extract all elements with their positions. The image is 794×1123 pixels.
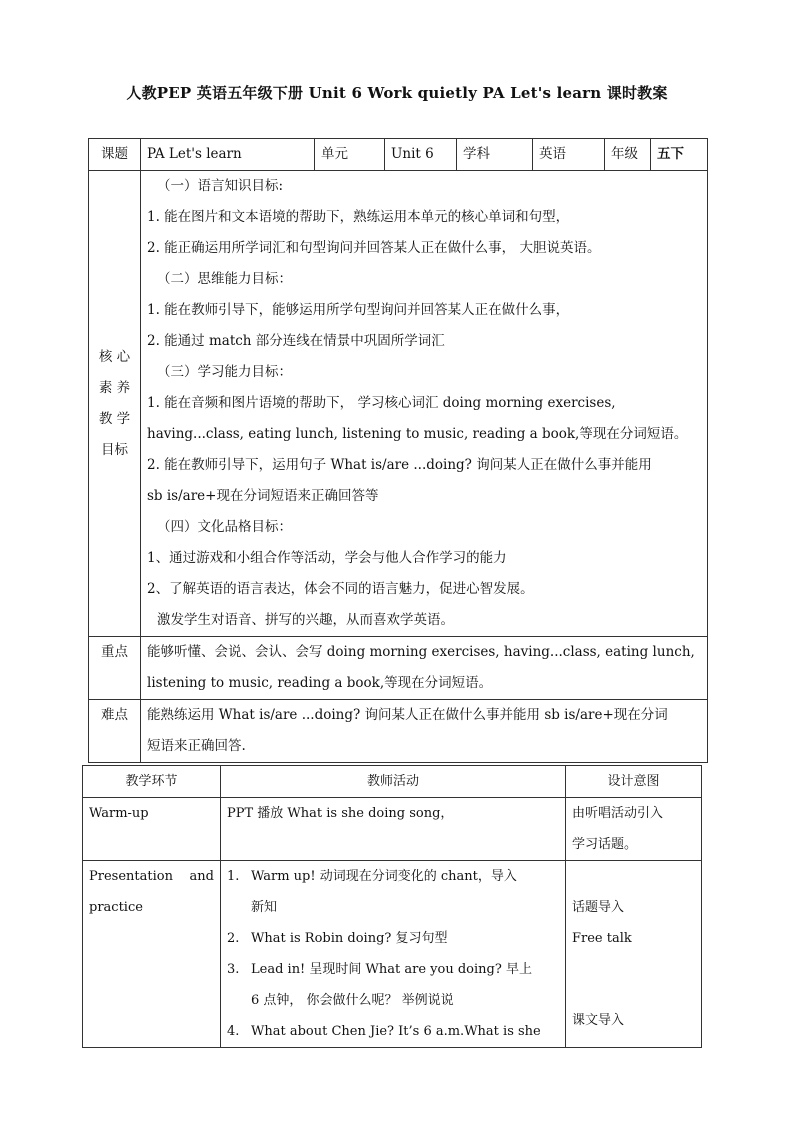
difficulties-line: 能熟练运用 What is/are ...doing? 询问某人正在做什么事并能用 sb is/are+现在分词: [147, 707, 668, 723]
objective-line: having...class, eating lunch, listening to music, reading a book,等现在分词短语。: [147, 426, 688, 442]
intent-line: [572, 954, 695, 985]
difficulties-line: 短语来正确回答.: [147, 738, 246, 754]
objective-heading: （一）语言知识目标:: [157, 178, 284, 194]
activity-item: [227, 954, 559, 985]
key-points-row: [89, 637, 708, 700]
activity-item-cont: 6 点钟， 你会做什么呢？ 举例说说: [251, 993, 454, 1008]
objective-line: 1、通过游戏和小组合作等活动，学会与他人合作学习的能力: [147, 550, 507, 566]
objectives-label-line: 素 养: [98, 379, 131, 396]
objective-heading: （四）文化品格目标：: [157, 519, 292, 535]
intent-header: 设计意图: [566, 766, 702, 798]
intent-line: [572, 985, 695, 1005]
info-row: [89, 139, 708, 171]
warmup-activity: PPT 播放 What is she doing song，: [221, 798, 566, 861]
topic-value: PA Let's learn: [141, 139, 315, 171]
teaching-process-table: [82, 765, 702, 1048]
unit-label: 单元: [315, 139, 385, 171]
warmup-stage: Warm-up: [83, 798, 221, 861]
warmup-row: [83, 798, 702, 861]
item-text: What about Chen Jie? It’s 6 a.m.What is she: [251, 1024, 541, 1039]
activity-item: [227, 1016, 559, 1047]
grade-label: 年级: [605, 139, 651, 171]
objective-line: 激发学生对语音、拼写的兴趣，从而喜欢学英语。: [157, 612, 454, 628]
lesson-info-table: [88, 138, 708, 763]
intent-line: 由听唱活动引入: [572, 806, 664, 821]
objectives-label-line: 目标: [101, 441, 128, 458]
key-points-label: 重点: [89, 637, 141, 700]
grade-value: 五下: [651, 139, 708, 171]
stage-line: Presentation: [89, 869, 173, 884]
subject-value: 英语: [533, 139, 605, 171]
difficulties-row: [89, 700, 708, 763]
key-points-line: 能够听懂、会说、会认、会写 doing morning exercises, having...class, eating lunch,: [147, 644, 695, 660]
intent-line: Free talk: [572, 931, 632, 946]
warmup-intent: [566, 798, 702, 861]
activity-header: 教师活动: [221, 766, 566, 798]
stage-line: practice: [89, 900, 143, 915]
intent-line: [572, 861, 695, 892]
item-text: What is Robin doing? 复习句型: [251, 931, 448, 946]
activity-item-cont: 新知: [251, 900, 278, 915]
difficulties-content: [141, 700, 708, 763]
presentation-row: [83, 861, 702, 1048]
objectives-row: [89, 171, 708, 637]
item-number: 3.: [227, 962, 240, 977]
objectives-label: [89, 171, 141, 637]
objective-heading: （三）学习能力目标：: [157, 364, 292, 380]
objective-line: sb is/are+现在分词短语来正确回答等: [147, 488, 379, 504]
stage-line: and: [189, 869, 214, 884]
item-number: 4.: [227, 1024, 240, 1039]
item-text: Warm up! 动词现在分词变化的 chant，导入: [251, 869, 517, 884]
key-points-content: [141, 637, 708, 700]
objective-line: 2. 能在教师引导下，运用句子 What is/are ...doing? 询问某人正在做什么事并能用: [147, 457, 652, 473]
objective-line: 1. 能在教师引导下，能够运用所学句型询问并回答某人正在做什么事，: [147, 302, 570, 318]
intent-line: 话题导入: [572, 900, 625, 915]
objectives-label-line: 教 学: [98, 410, 131, 427]
page-title: 人教PEP 英语五年级下册 Unit 6 Work quietly PA Let's learn 课时教案: [126, 84, 668, 102]
objective-line: 2. 能正确运用所学词汇和句型询问并回答某人正在做什么事， 大胆说英语。: [147, 240, 601, 256]
presentation-activities: [221, 861, 566, 1048]
intent-line: 课文导入: [572, 1013, 625, 1028]
subject-label: 学科: [457, 139, 533, 171]
presentation-intent: [566, 861, 702, 1048]
objective-line: 2、了解英语的语言表达，体会不同的语言魅力，促进心智发展。: [147, 581, 534, 597]
objectives-label-line: 核 心: [98, 348, 131, 365]
intent-line: 学习话题。: [572, 837, 638, 852]
process-header-row: [83, 766, 702, 798]
activity-item: [227, 923, 559, 954]
objective-line: 2. 能通过 match 部分连线在情景中巩固所学词汇: [147, 333, 445, 349]
activity-item: [227, 861, 559, 892]
item-text: Lead in! 呈现时间 What are you doing? 早上: [251, 962, 532, 977]
item-number: 1.: [227, 869, 240, 884]
objectives-content: [141, 171, 708, 637]
presentation-stage: [83, 861, 221, 1048]
difficulties-label: 难点: [89, 700, 141, 763]
item-number: 2.: [227, 931, 240, 946]
topic-label: 课题: [89, 139, 141, 171]
key-points-line: listening to music, reading a book,等现在分词短语。: [147, 675, 493, 691]
unit-value: Unit 6: [385, 139, 457, 171]
objective-line: 1. 能在音频和图片语境的帮助下， 学习核心词汇 doing morning exercises,: [147, 395, 616, 411]
objective-heading: （二）思维能力目标：: [157, 271, 292, 287]
objective-line: 1. 能在图片和文本语境的帮助下，熟练运用本单元的核心单词和句型，: [147, 209, 570, 225]
stage-header: 教学环节: [83, 766, 221, 798]
